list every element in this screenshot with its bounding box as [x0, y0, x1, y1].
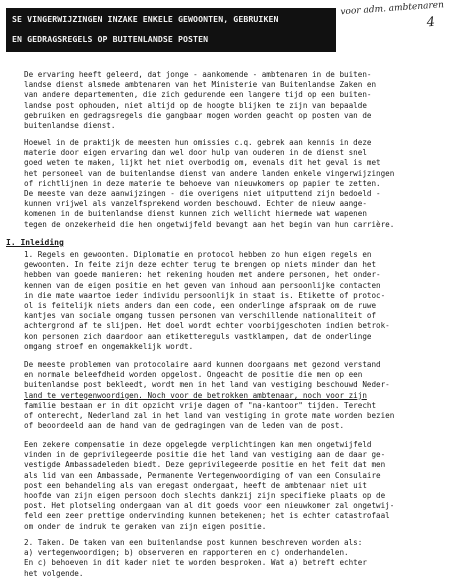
subsection-regels — [24, 250, 434, 352]
second-paragraph — [24, 138, 434, 230]
intro-paragraph — [24, 70, 434, 131]
text-line: familie bestaan er in dit opzicht vrije dagen of "na-kantoor" tijden. Terecht — [24, 400, 377, 410]
handwritten-note — [334, 0, 445, 31]
text-line: a) vertegenwoordigen; b) observeren en rapporteren en c) onderhandelen. — [24, 548, 349, 558]
text-line: post een behandeling als van eregast ondergaat, heeft de ambtenaar niet uit — [24, 480, 367, 490]
text-line: achtergrond af te slijpen. Het doel wordt echter voorbijgeschoten indien betrok- — [24, 321, 390, 331]
text-line: komenen in de buitenlandse dienst kunnen zich wellicht hiermede wat wapenen — [24, 209, 367, 219]
text-line: materie door eigen ervaring dan wel door hulp van ouderen in de dienst snel — [24, 148, 367, 158]
text-line: De meeste problemen van protocolaire aard kunnen doorgaans met gezond verstand — [24, 360, 381, 369]
section-title: I. Inleiding — [6, 238, 64, 247]
text-line: En c) behoeven in dit kader niet te worden besproken. Wat a) betreft echter — [24, 558, 367, 568]
text-line: gebruiken en gedragsregels die gangbaar mogen worden geacht op posten van de — [24, 110, 372, 120]
text-line: het volgende. — [24, 568, 84, 578]
text-line: Een zekere compensatie in deze opgelegde verplichtingen kan men ongetwijfeld — [24, 440, 372, 449]
text-line: kantjes van sociale omgang tussen personen van verschillende nationaliteit of — [24, 311, 377, 321]
subsection-taken — [24, 538, 434, 579]
text-line: vestigde Ambassadeleden biedt. Deze geprivilegeerde positie en het feit dat men — [24, 460, 386, 470]
text-line: goed weten te maken, lijkt het niet overbodig om, evenals dit het geval is met — [24, 158, 381, 168]
text-line: 1. Regels en gewoonten. Diplomatie en protocol hebben zo hun eigen regels en — [24, 250, 372, 259]
text-line: buitenlandse post bekleedt, wordt men in het land van vestiging beschouwd Neder- — [24, 380, 390, 390]
text-line: ol is feitelijk niets anders dan een code, een onderlinge afspraak om de ruwe — [24, 301, 377, 311]
text-line: land te vertegenwoordigen. Noch voor de betrokken ambtenaar, noch voor zijn — [24, 390, 367, 400]
text-line: vinden in de geprivilegeerde positie die het land van vestiging aan de daar ge- — [24, 450, 386, 460]
text-line: gewoonten. In feite zijn deze echter terug te brengen op niets minder dan het — [24, 260, 377, 270]
text-line: en normale beleefdheid worden opgelost. Ongeacht de positie die men op een — [24, 370, 363, 380]
text-line: tegen de onzekerheid die hen ongetwijfeld bevangt aan het begin van hun carrière. — [24, 219, 395, 229]
text-line: kunnen vrijwel als vanzelfsprekend worden beschouwd. Echter de nieuw aange- — [24, 199, 367, 209]
text-line: buitenlandse dienst. — [24, 121, 116, 131]
text-line: in die mate waartoe ieder individu persoonlijk in staat is. Etikette of protoc- — [24, 290, 386, 300]
text-line: van andere departementen, die zich gedurende een langere tijd op een buiten- — [24, 90, 372, 100]
text-line: landse post ophouden, niet altijd op de hoogte blijken te zijn van bepaalde — [24, 100, 367, 110]
handnote-text: voor adm. ambtenaren — [340, 0, 445, 18]
header-title-line2: EN GEDRAGSREGELS OP BUITENLANDSE POSTEN — [12, 34, 209, 44]
fourth-paragraph — [24, 440, 434, 532]
handnote-number: 4 — [426, 14, 436, 31]
text-line: kennen van de eigen positie en het geven van inhoud aan persoonlijke contacten — [24, 280, 381, 290]
text-line: hoofde van zijn eigen persoon doch slechts dankzij zijn specifieke plaats op de — [24, 491, 386, 501]
text-line: het personeel van de buitenlandse dienst van andere landen enkele vingerwijzingen — [24, 168, 395, 178]
text-line: of onterecht, Nederland zal in het land van vestiging in grote mate worden bezien — [24, 411, 395, 421]
text-line: als lid van een Ambassade, Permanente Vertegenwoordiging of van een Consulaire — [24, 470, 381, 480]
text-line: feld een zeer prettige ondervinding kunnen betekenen; het is echter catastrofaal — [24, 511, 390, 521]
text-line: De meeste van deze aanwijzingen - die overigens niet uitputtend zijn bedoeld - — [24, 189, 381, 199]
header-band — [6, 8, 336, 52]
text-line: landse dienst alsmede ambtenaren van het Ministerie van Buitenlandse Zaken en — [24, 80, 377, 90]
text-line: of beoordeeld aan de hand van de gedragingen van de leden van de post. — [24, 421, 345, 431]
text-line: De ervaring heeft geleerd, dat jonge - aankomende - ambtenaren in de buiten- — [24, 70, 372, 79]
text-line: kon personen zich daardoor aan etikettereguls vastklampen, dat de onderlinge — [24, 331, 372, 341]
header-title-line1: SE VINGERWIJZINGEN INZAKE ENKELE GEWOONTEN, GEBRUIKEN — [12, 14, 279, 24]
third-paragraph — [24, 360, 434, 431]
text-line: of richtlijnen in deze materie te behoeve van nieuwkomers op papier te zetten. — [24, 178, 381, 188]
text-line: omgang stroef en ongemakkelijk wordt. — [24, 341, 194, 351]
text-line: post. Het plotseling ondergaan van al dit goeds voor een nieuwkomer zal ongetwij- — [24, 501, 395, 511]
text-line: om onder de indruk te geraken van zijn eigen positie. — [24, 521, 267, 531]
text-line: hebben van goede manieren: het rekening houden met andere personen, het onder- — [24, 270, 381, 280]
text-line: 2. Taken. De taken van een buitenlandse post kunnen beschreven worden als: — [24, 538, 363, 547]
text-line: Hoewel in de praktijk de meesten hun omissies c.q. gebrek aan kennis in deze — [24, 138, 372, 147]
